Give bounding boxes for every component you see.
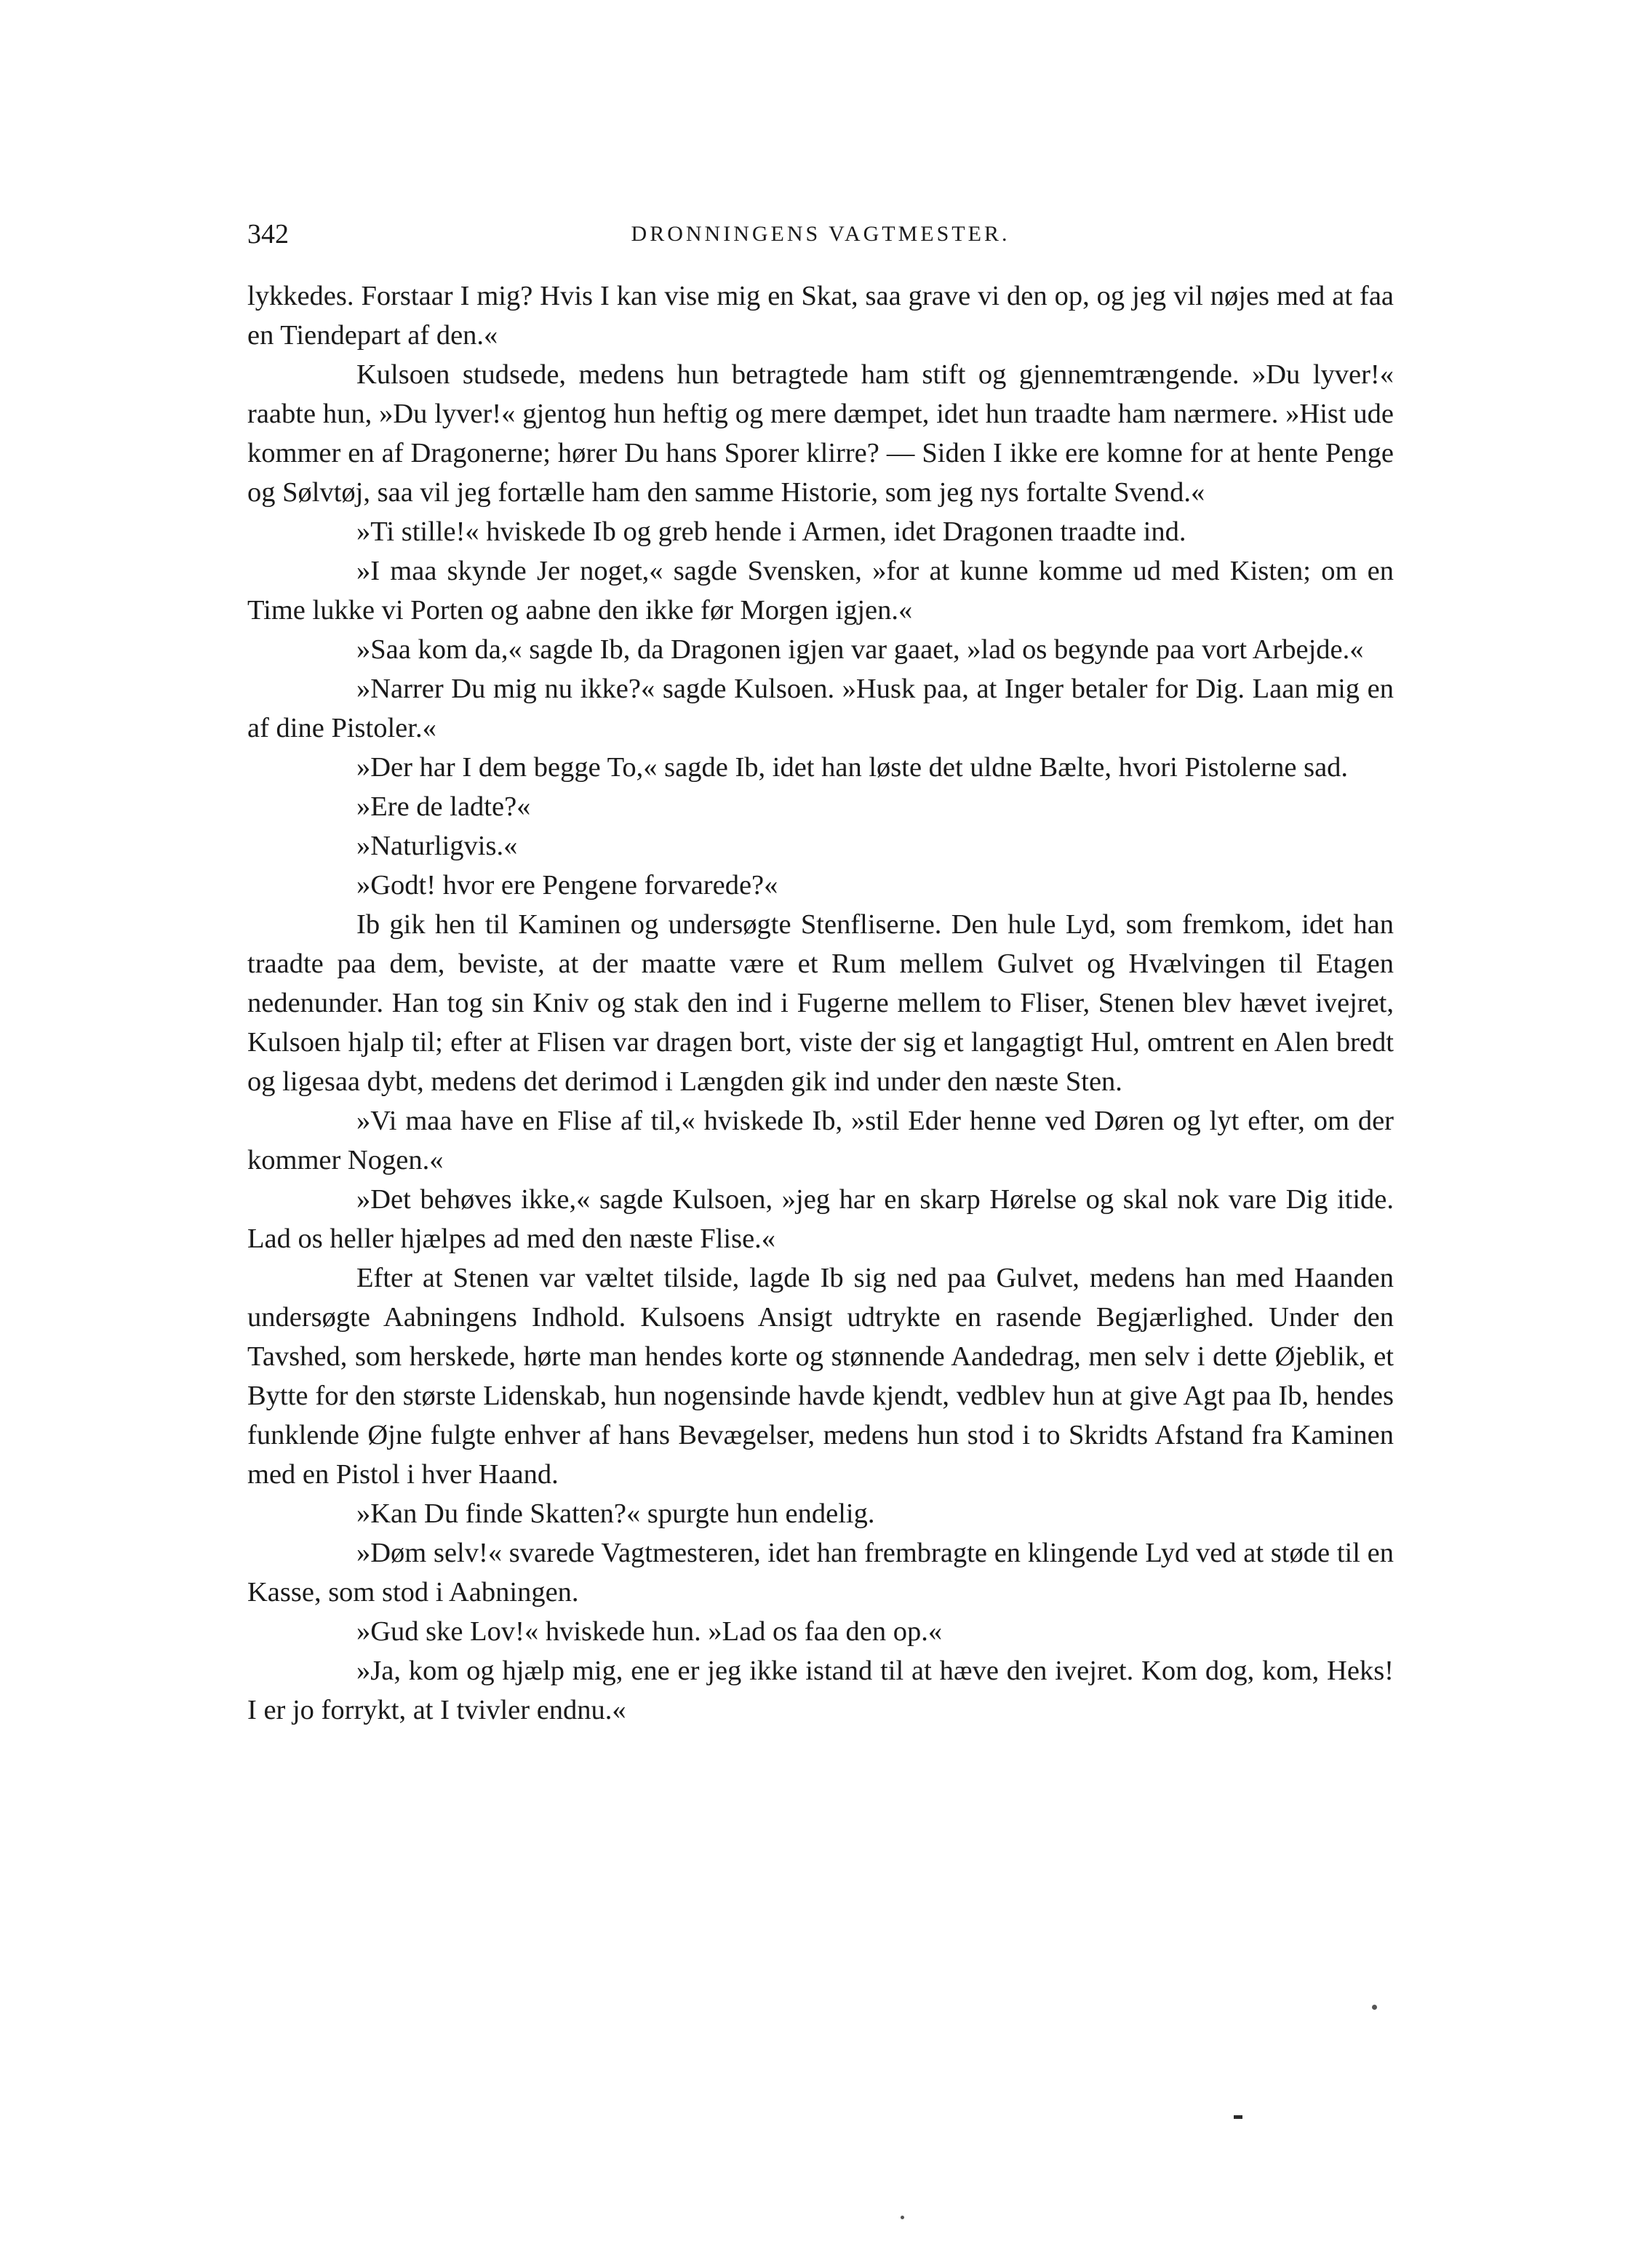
paragraph: »Godt! hvor ere Pengene forvarede?« (356, 870, 778, 901)
paragraph: »Vi maa have en Flise af til,« hviskede Ib, »stil Eder henne ved Døren og lyt efter, om der kommer Nogen.« (247, 1106, 1394, 1175)
paragraph: »Ere de ladte?« (356, 791, 531, 822)
scan-mark (1234, 2115, 1242, 2119)
body-text (247, 276, 1394, 1730)
running-head (247, 212, 1394, 256)
running-title: DRONNINGENS VAGTMESTER. (631, 222, 1010, 246)
paragraph: »Ja, kom og hjælp mig, ene er jeg ikke istand til at hæve den ivejret. Kom dog, kom, Heks! I er jo forrykt, at I tvivler endnu.« (247, 1656, 1394, 1725)
paragraph: »Det behøves ikke,« sagde Kulsoen, »jeg har en skarp Hørelse og skal nok vare Dig itide. Lad os heller hjælpes ad med den næste Flise.« (247, 1184, 1394, 1254)
page-number: 342 (247, 219, 289, 249)
paragraph: lykkedes. Forstaar I mig? Hvis I kan vise mig en Skat, saa grave vi den op, og jeg vil nøjes med at faa en Tiendepart af den.« (247, 281, 1394, 351)
paragraph: »Kan Du finde Skatten?« spurgte hun endelig. (356, 1498, 875, 1529)
paragraph: Kulsoen studsede, medens hun betragtede ham stift og gjennemtrængende. »Du lyver!« raabte hun, »Du lyver!« gjentog hun heftig og mere dæmpet, idet hun traadte ham nærmere. »Hist ude kommer en af Dragonerne; hører Du hans Sporer klirre? — Siden I ikke ere komne for at hente Penge og Sølvtøj, saa vil jeg fortælle ham den samme Historie, som jeg nys fortalte Svend.« (247, 359, 1394, 508)
scan-speck (1372, 2005, 1377, 2010)
paragraph: »I maa skynde Jer noget,« sagde Svensken, »for at kunne komme ud med Kisten; om en Time lukke vi Porten og aabne den ikke før Morgen igjen.« (247, 556, 1394, 626)
paragraph: Ib gik hen til Kaminen og undersøgte Stenfliserne. Den hule Lyd, som fremkom, idet han traadte paa dem, beviste, at der maatte være et Rum mellem Gulvet og Hvælvingen til Etagen nedenunder. Han tog sin Kniv og stak den ind i Fugerne mellem to Fliser, Stenen blev hævet ivejret, Kulsoen hjalp til; efter at Flisen var dragen bort, viste der sig et langagtigt Hul, omtrent en Alen bredt og ligesaa dybt, medens det derimod i Længden gik ind under den næste Sten. (247, 909, 1394, 1097)
paragraph: »Naturligvis.« (356, 831, 518, 861)
paragraph: »Ti stille!« hviskede Ib og greb hende i Armen, idet Dragonen traadte ind. (356, 516, 1186, 547)
paragraph: »Døm selv!« svarede Vagtmesteren, idet han frembragte en klingende Lyd ved at støde til en Kasse, som stod i Aabningen. (247, 1538, 1394, 1608)
paragraph: »Der har I dem begge To,« sagde Ib, idet han løste det uldne Bælte, hvori Pistolerne sad. (356, 752, 1349, 783)
paragraph: »Saa kom da,« sagde Ib, da Dragonen igjen var gaaet, »lad os begynde paa vort Arbejde.« (356, 634, 1364, 665)
paragraph: »Gud ske Lov!« hviskede hun. »Lad os faa den op.« (356, 1616, 943, 1647)
paragraph: Efter at Stenen var væltet tilside, lagde Ib sig ned paa Gulvet, medens han med Haanden undersøgte Aabningens Indhold. Kulsoens Ansigt udtrykte en rasende Begjærlighed. Under den Tavshed, som herskede, hørte man hendes korte og stønnende Aandedrag, men selv i dette Øjeblik, et Bytte for den største Lidenskab, hun nogensinde havde kjendt, vedblev hun at give Agt paa Ib, hendes funklende Øjne fulgte enhver af hans Bevægelser, medens hun stod i to Skridts Afstand fra Kaminen med en Pistol i hver Haand. (247, 1263, 1394, 1490)
scan-speck (901, 2216, 904, 2219)
paragraph: »Narrer Du mig nu ikke?« sagde Kulsoen. »Husk paa, at Inger betaler for Dig. Laan mig en af dine Pistoler.« (247, 674, 1394, 743)
